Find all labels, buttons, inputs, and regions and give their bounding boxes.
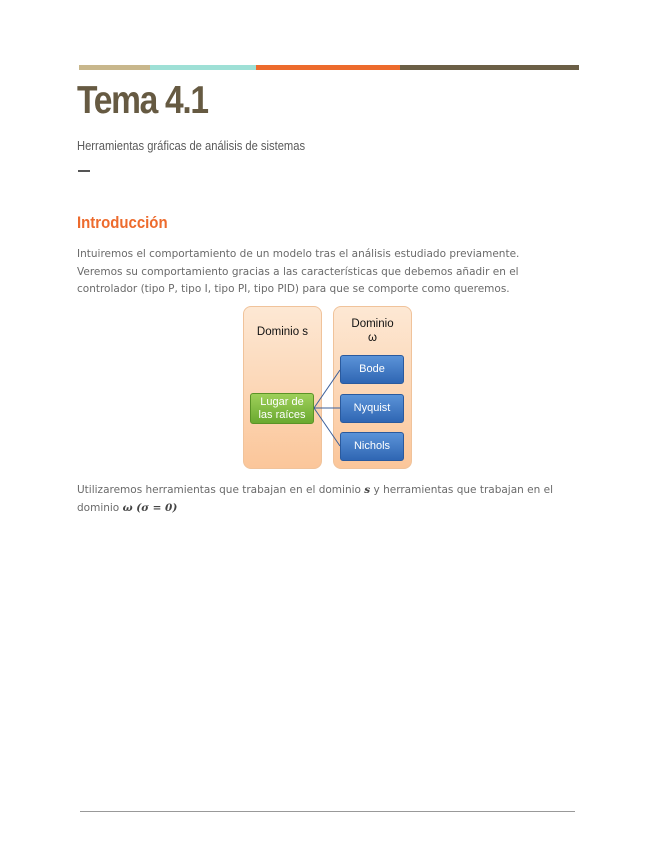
outro-line bbox=[77, 500, 597, 518]
section-heading: Introducción bbox=[77, 213, 168, 232]
math-omega: ω (σ = 0) bbox=[122, 501, 178, 514]
root-locus-line2: las raíces bbox=[258, 409, 306, 421]
footer-rule bbox=[80, 811, 575, 812]
intro-paragraph bbox=[77, 246, 597, 299]
page-subtitle: Herramientas gráficas de análisis de sistemas bbox=[77, 138, 306, 153]
outro-text: Utilizaremos herramientas que trabajan en el dominio bbox=[77, 484, 365, 496]
intro-line: controlador (tipo P, tipo I, tipo PI, tipo PID) para que se comporte como queremos. bbox=[77, 283, 510, 295]
outro-paragraph bbox=[77, 482, 597, 517]
domain-diagram bbox=[243, 306, 411, 469]
connector-nichols bbox=[314, 408, 340, 446]
nyquist-box: Nyquist bbox=[340, 394, 404, 423]
intro-line: Intuiremos el comportamiento de un modelo tras el análisis estudiado previamente. bbox=[77, 248, 520, 260]
header-stripe-tan bbox=[79, 65, 150, 70]
title-dash-divider bbox=[78, 170, 90, 172]
page-title: Tema 4.1 bbox=[77, 79, 208, 122]
intro-line: Veremos su comportamiento gracias a las características que debemos añadir en el bbox=[77, 265, 519, 278]
outro-text: dominio bbox=[77, 501, 123, 514]
header-stripe-brown bbox=[400, 65, 579, 70]
panel-s-label: Dominio s bbox=[256, 326, 309, 338]
nichols-box: Nichols bbox=[340, 432, 404, 461]
bode-box: Bode bbox=[340, 355, 404, 384]
header-stripe-teal bbox=[150, 65, 256, 70]
header-stripe-orange bbox=[256, 65, 400, 70]
outro-line bbox=[77, 482, 597, 500]
outro-text: y herramientas que trabajan en el bbox=[370, 484, 553, 496]
connector-bode bbox=[314, 370, 340, 408]
root-locus-line1: Lugar de bbox=[260, 396, 304, 408]
math-s: s bbox=[364, 484, 371, 496]
root-locus-box bbox=[250, 393, 314, 424]
panel-w-label-line2: ω bbox=[368, 332, 377, 344]
panel-w-label-line1: Dominio bbox=[351, 318, 394, 330]
